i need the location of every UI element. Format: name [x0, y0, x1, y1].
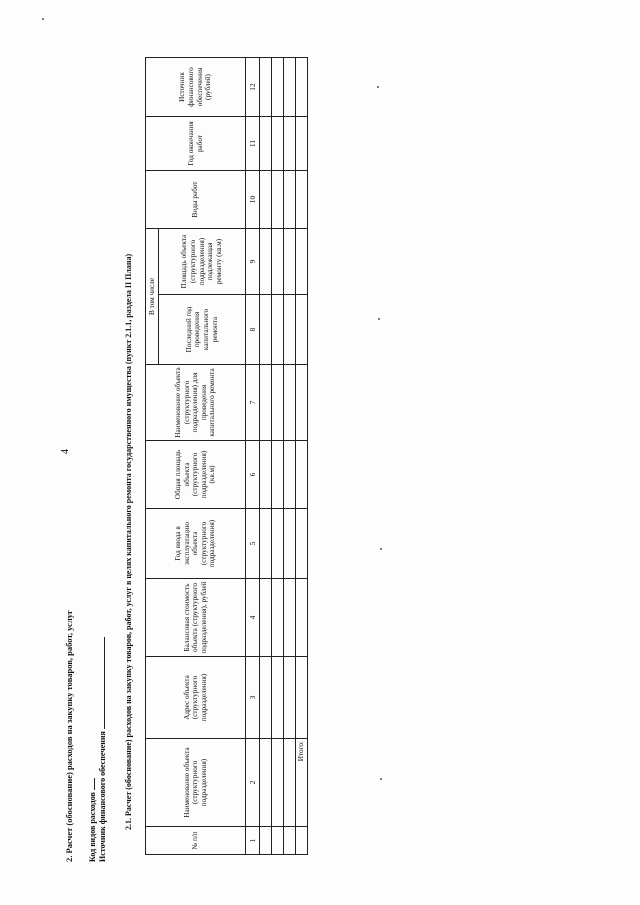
- column-number: 9: [246, 229, 260, 295]
- column-number: 12: [246, 58, 260, 117]
- total-row: [296, 58, 308, 855]
- header-end-year: Год окончания работ: [146, 117, 246, 171]
- column-number: 11: [246, 117, 260, 171]
- header-row: [146, 58, 159, 855]
- header-object-name: Наименование объекта (структурного подразделения): [146, 739, 246, 827]
- header-number: № п/п: [146, 827, 246, 855]
- total-label: Итого:: [296, 739, 308, 827]
- scan-speck: [42, 18, 44, 20]
- funding-source-blank: [104, 637, 105, 729]
- cost-code-blank: [94, 778, 95, 790]
- column-number: 8: [246, 295, 260, 365]
- scan-speck: [378, 318, 380, 320]
- column-number: 6: [246, 441, 260, 509]
- section-heading: 2. Расчет (обоснование) расходов на закупку товаров, работ, услуг: [64, 610, 74, 862]
- column-number: 5: [246, 509, 260, 579]
- column-number: 3: [246, 657, 260, 739]
- table-container: [145, 58, 308, 855]
- header-work-types: Виды работ: [146, 171, 246, 229]
- scan-speck: [380, 548, 382, 550]
- header-address: Адрес объекта (структурного подразделения): [146, 657, 246, 739]
- header-total-area: Общая площадь объекта (структурного подразделения) (кв.м): [146, 441, 246, 509]
- table-row: [284, 58, 296, 855]
- column-number: 1: [246, 827, 260, 855]
- header-commission-year: Год ввода в эксплуатацию объекта (структурного подразделения): [146, 509, 246, 579]
- page-number: 4: [60, 449, 71, 454]
- scan-speck: [377, 86, 379, 88]
- table-row: [272, 58, 284, 855]
- table-row: [260, 58, 272, 855]
- header-funding-source: Источник финансового обеспечения (рублей): [146, 58, 246, 117]
- funding-source-line: [98, 637, 107, 862]
- funding-source-label: Источник финансового обеспечения: [98, 731, 107, 862]
- scan-speck: [380, 778, 382, 780]
- header-last-repair-year: Последний год проведения капитального ремонта: [159, 295, 246, 365]
- header-repair-area: Площадь объекта (структурного подразделения) подлежащая ремонту (кв.м): [159, 229, 246, 295]
- header-book-value: Балансовая стоимость объекта (структурного подразделения), рублей: [146, 579, 246, 657]
- column-number: 4: [246, 579, 260, 657]
- subsection-heading: 2.1. Расчет (обоснование) расходов на закупку товаров, работ, услуг в целях капитального ремонта государственного имущества (пункт 2.1.1, раздела II Плана): [124, 253, 133, 830]
- capital-repair-table: [145, 57, 308, 855]
- header-including-group: В том числе: [146, 229, 159, 365]
- cost-code-label: Код видов расходов: [88, 792, 97, 862]
- column-number: 10: [246, 171, 260, 229]
- header-repair-object: Наименование объекта (структурного подразделения) для проведения капитального ремонта: [146, 365, 246, 441]
- column-number: 7: [246, 365, 260, 441]
- column-number: 2: [246, 739, 260, 827]
- column-number-row: [246, 58, 260, 855]
- cost-code-line: [88, 778, 97, 862]
